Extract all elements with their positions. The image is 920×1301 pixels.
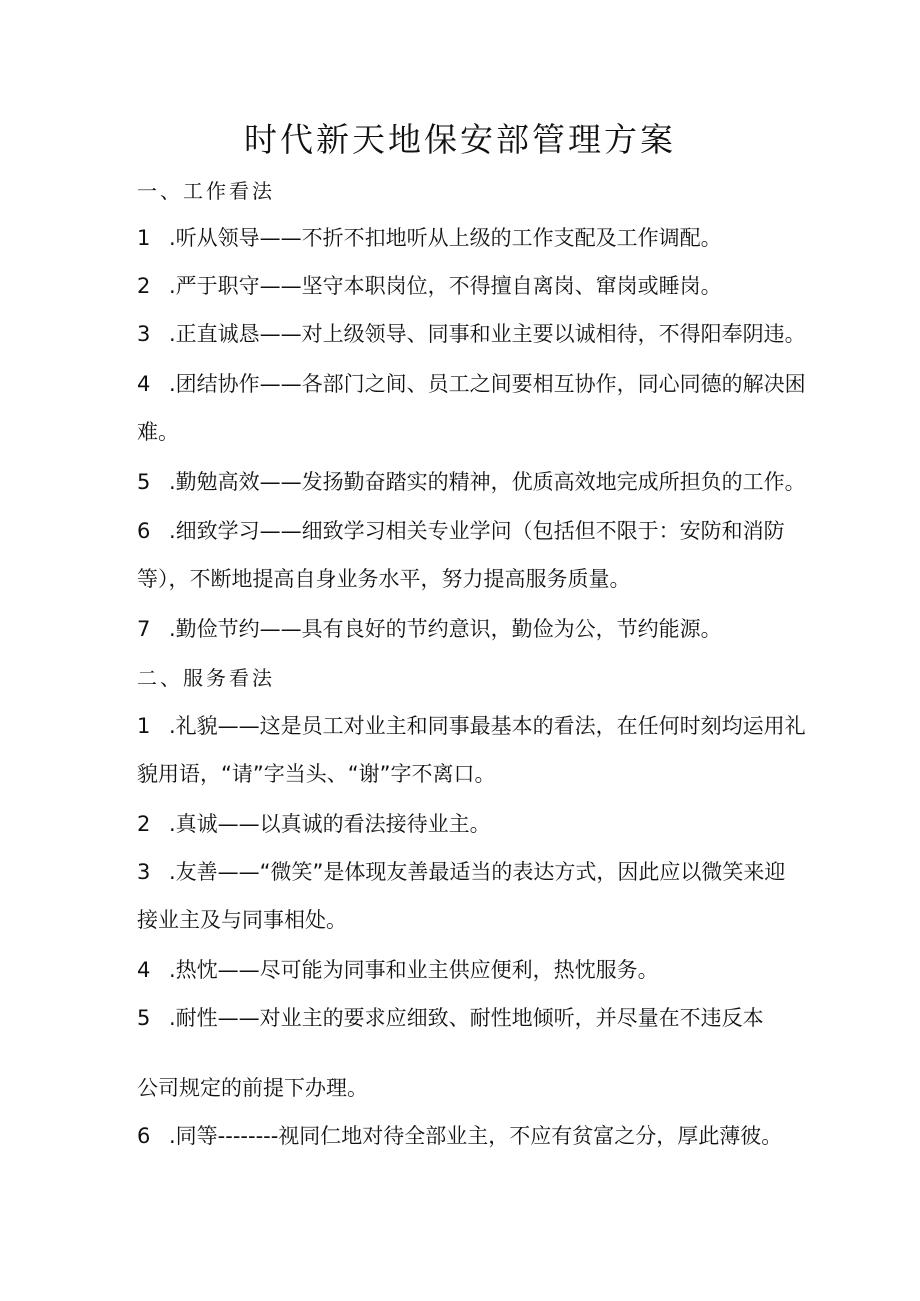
item-text-continued: 公司规定的前提下办理。 <box>137 1076 368 1100</box>
item-number: 7 <box>137 617 151 641</box>
item-number: 1 <box>137 226 151 250</box>
item-number: 5 <box>137 1006 151 1030</box>
item-text: .同等--------视同仁地对待全部业主，不应有贫富之分，厚此薄彼。 <box>169 1124 783 1148</box>
list-item <box>137 946 777 994</box>
item-text: .耐性——对业主的要求应细致、耐性地倾听，并尽量在不违反本 <box>169 1006 764 1030</box>
item-number: 4 <box>137 372 151 396</box>
list-item-continued <box>137 1064 777 1112</box>
item-number: 6 <box>137 519 151 543</box>
item-number: 3 <box>137 860 151 884</box>
section-heading-work-attitude: 一、工作看法 <box>137 179 275 203</box>
list-item <box>137 458 806 506</box>
list-item <box>137 848 786 944</box>
item-text: .热忱——尽可能为同事和业主供应便利，热忱服务。 <box>169 958 659 982</box>
item-number: 2 <box>137 274 151 298</box>
item-number: 6 <box>137 1124 151 1148</box>
item-text-continued: 难。 <box>137 420 179 444</box>
item-text: .礼貌——这是员工对业主和同事最基本的看法，在任何时刻均运用礼 <box>169 714 806 738</box>
item-text-continued: 接业主及与同事相处。 <box>137 908 347 932</box>
item-number: 4 <box>137 958 151 982</box>
page-title: 时代新天地保安部管理方案 <box>244 120 676 159</box>
item-text: .友善——“微笑”是体现友善最适当的表达方式，因此应以微笑来迎 <box>169 860 786 884</box>
list-item <box>137 800 777 848</box>
item-text: .团结协作——各部门之间、员工之间要相互协作，同心同德的解决困 <box>169 372 806 396</box>
item-text: .严于职守——坚守本职岗位，不得擅自离岗、窜岗或睡岗。 <box>169 274 722 298</box>
list-item <box>137 507 785 603</box>
list-item <box>137 360 806 456</box>
item-text: .听从领导——不折不扣地听从上级的工作支配及工作调配。 <box>169 226 722 250</box>
item-text: .正直诚恳——对上级领导、同事和业主要以诚相待，不得阳奉阴违。 <box>169 322 806 346</box>
item-number: 2 <box>137 812 151 836</box>
list-item <box>137 994 777 1042</box>
list-item <box>137 214 777 262</box>
list-item <box>137 702 806 798</box>
item-number: 5 <box>137 470 151 494</box>
section-heading-service-attitude: 二、服务看法 <box>137 666 275 690</box>
item-number: 1 <box>137 714 151 738</box>
item-number: 3 <box>137 322 151 346</box>
item-text: .勤勉高效——发扬勤奋踏实的精神，优质高效地完成所担负的工作。 <box>169 470 806 494</box>
list-item <box>137 262 777 310</box>
item-text: .勤俭节约——具有良好的节约意识，勤俭为公，节约能源。 <box>169 617 722 641</box>
item-text-continued: 貌用语，“请”字当头、“谢”字不离口。 <box>137 762 496 786</box>
item-text-continued: 等），不断地提高自身业务水平，努力提高服务质量。 <box>137 567 631 591</box>
list-item <box>137 605 777 653</box>
item-text: .细致学习——细致学习相关专业学问（包括但不限于：安防和消防 <box>169 519 785 543</box>
list-item <box>137 1112 783 1160</box>
item-text: .真诚——以真诚的看法接待业主。 <box>169 812 491 836</box>
list-item <box>137 310 806 358</box>
